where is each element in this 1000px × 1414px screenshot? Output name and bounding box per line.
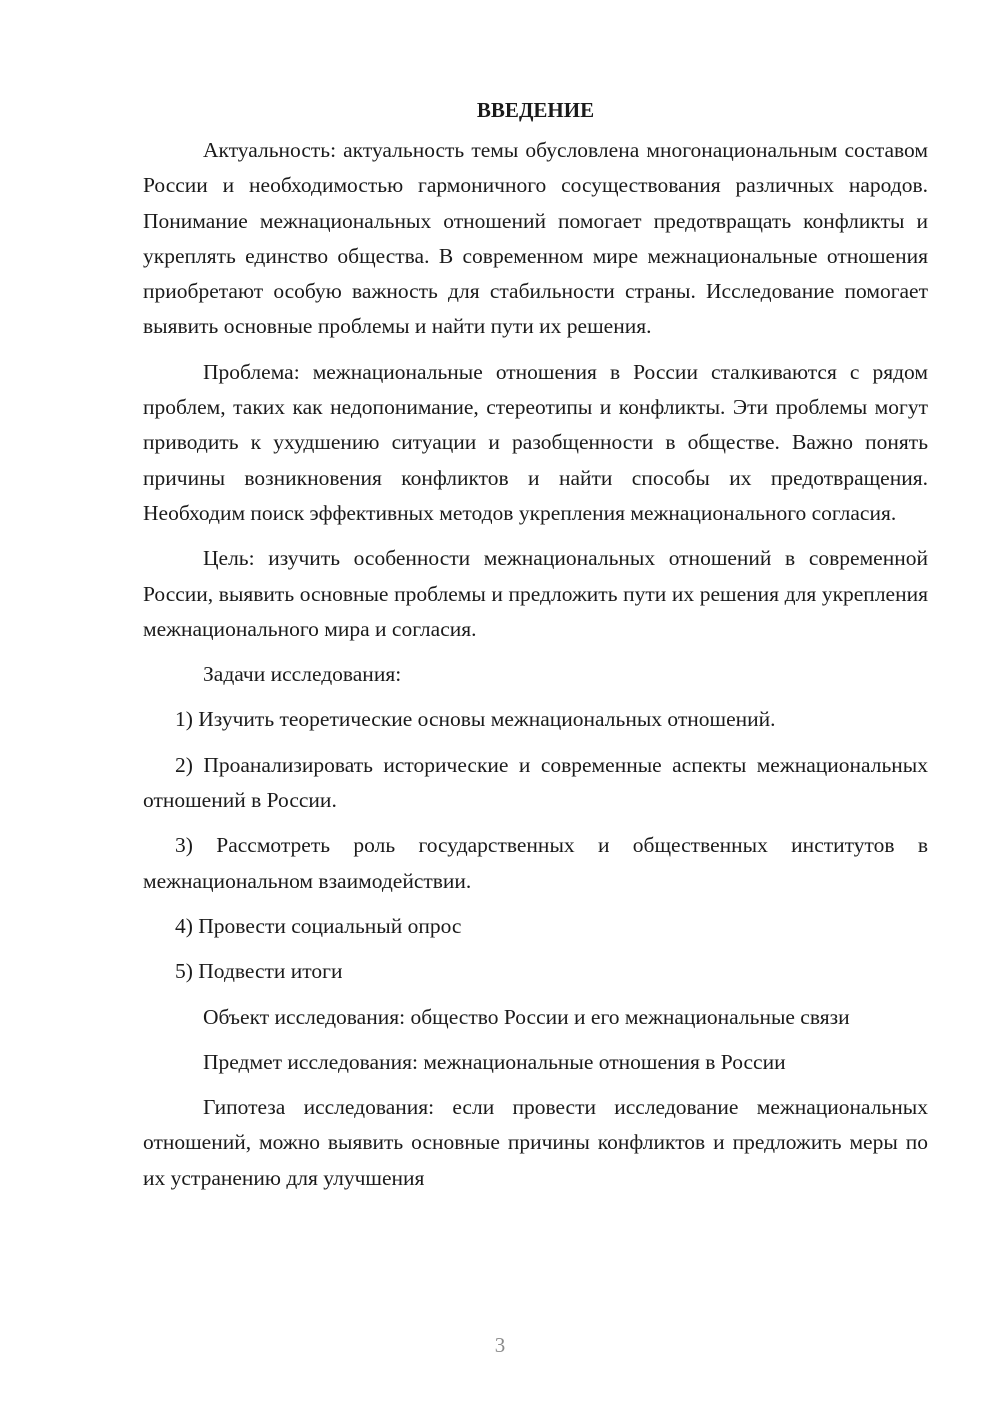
relevance-paragraph: Актуальность: актуальность темы обусловлена многонациональным составом России и необходимостью гармоничного сосуществования различных народов. Понимание межнациональных отношений помогает предотвращать конфликты и укреплять единство общества. В современном мире межнациональные отношения приобретают особую важность для стабильности страны. Исследование помогает выявить основные проблемы и найти пути их решения. [143,138,928,339]
page-content [143,95,928,1196]
tasks-title: Задачи исследования: [203,662,402,687]
task-item: 1) Изучить теоретические основы межнациональных отношений. [175,707,776,732]
problem-paragraph: Проблема: межнациональные отношения в России сталкиваются с рядом проблем, таких как недопонимание, стереотипы и конфликты. Эти проблемы могут приводить к ухудшению ситуации и разобщенности в обществе. Важно понять причины возникновения конфликтов и найти способы их предотвращения. Необходим поиск эффективных методов укрепления межнационального согласия. [143,359,928,525]
section-heading: ВВЕДЕНИЕ [476,98,595,122]
object-paragraph: Объект исследования: общество России и его межнациональные связи [203,1004,850,1029]
task-item: 5) Подвести итоги [175,959,343,984]
goal-paragraph: Цель: изучить особенности межнациональных отношений в современной России, выявить основные проблемы и предложить пути их решения для укрепления межнационального мира и согласия. [143,546,928,641]
subject-paragraph: Предмет исследования: межнациональные отношения в России [203,1049,786,1074]
hypothesis-paragraph: Гипотеза исследования: если провести исследование межнациональных отношений, можно выявить основные причины конфликтов и предложить меры по их устранению для улучшения [143,1095,928,1190]
task-item: 4) Провести социальный опрос [175,913,462,938]
task-item: 2) Проанализировать исторические и современные аспекты межнациональных отношений в России. [143,752,928,813]
task-item: 3) Рассмотреть роль государственных и общественных институтов в межнациональном взаимодействии. [143,833,928,893]
page-number: 3 [494,1333,506,1357]
